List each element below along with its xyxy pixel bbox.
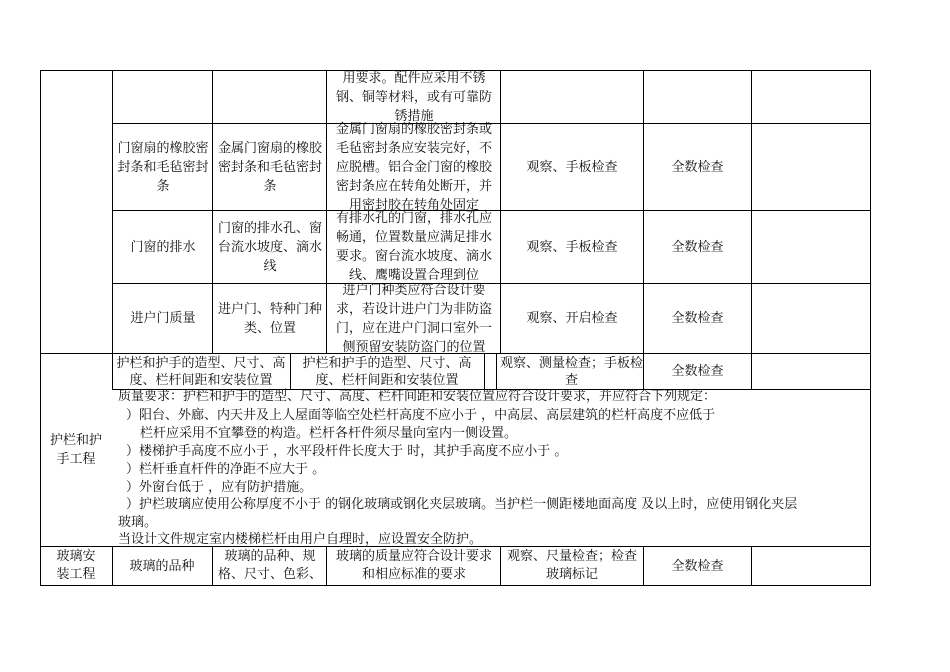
method-cell [500, 354, 643, 389]
requirement-cell [330, 71, 498, 123]
quantity-cell [644, 284, 751, 353]
col-divider [496, 353, 497, 390]
method-cell [501, 124, 643, 210]
requirement-cell [292, 354, 482, 389]
requirement-text: 金属门窗扇的橡胶密封条或毛毡密封条应安装完好，不应脱槽。铝合金门窗的橡胶密封条应在转角处断开，并用密封胶在转角处固定 [335, 121, 492, 213]
content-text: 玻璃的品种、规格、尺寸、色彩、 [217, 549, 322, 582]
requirement-cell [330, 211, 498, 283]
requirement-text: 用要求。配件应采用不锈钢、铜等材料，或有可靠防锈措施 [335, 70, 492, 124]
method-text: 观察、尺量检查；检查玻璃标记 [506, 549, 637, 582]
item-text: 门窗的排水 [130, 239, 196, 255]
requirement-text: 玻璃的质量应符合设计要求和相应标准的要求 [335, 549, 492, 582]
method-cell [501, 211, 643, 283]
quantity-cell [644, 354, 751, 389]
content-text: 金属门窗扇的橡胶密封条和毛毡密封条 [217, 140, 322, 194]
item-cell [116, 211, 210, 283]
category-text: 玻璃安装工程 [56, 549, 96, 582]
item-cell [114, 354, 288, 389]
item-text: 门窗扇的橡胶密封条和毛毡密封条 [117, 140, 209, 194]
content-cell [216, 124, 324, 210]
quantity-text: 全数检查 [671, 159, 724, 175]
col-divider [212, 546, 213, 585]
col-divider [112, 546, 113, 585]
col-divider [484, 353, 485, 390]
method-cell [501, 547, 643, 585]
col-divider [290, 353, 291, 390]
note-line: ）阳台、外廊、内天井及上人屋面等临空处栏杆高度不应小于 ，中高层、高层建筑的栏杆高度不应低于 [126, 408, 716, 423]
item-text: 玻璃的品种 [129, 558, 195, 574]
content-cell [216, 211, 324, 283]
col-divider [326, 546, 327, 585]
method-text: 观察、手板检查 [526, 239, 618, 255]
method-text: 观察、测量检查；手板检查 [500, 355, 644, 388]
requirement-text: 护栏和护手的造型、尺寸、高度、栏杆间距和安装位置 [302, 355, 472, 388]
quantity-text: 全数检查 [671, 311, 724, 326]
table-border-left [40, 70, 41, 585]
category-cell [42, 547, 110, 585]
note-line: 栏杆应采用不宜攀登的构造。栏杆各杆件须尽量向室内一侧设置。 [140, 426, 518, 441]
col-divider [751, 70, 752, 390]
content-cell [216, 284, 324, 353]
requirement-cell [330, 284, 498, 353]
item-cell [116, 284, 210, 353]
col-divider [326, 70, 327, 354]
note-line: ）楼梯护手高度不应小于 ，水平段杆件长度大于 时，其护手高度不应小于 。 [126, 444, 568, 459]
col-divider [751, 546, 752, 585]
note-line: 质量要求：护栏和护手的造型、尺寸、高度、栏杆间距和安装位置应符合设计要求，并应符合下列规定： [118, 389, 717, 404]
category-text: 护栏和护手工程 [50, 433, 103, 467]
content-text: 门窗的排水孔、窗台流水坡度、滴水线 [217, 220, 322, 274]
table-border-bottom [40, 585, 871, 586]
col-divider [112, 70, 113, 390]
note-line: ）栏杆垂直杆件的净距不应大于 。 [126, 462, 326, 477]
requirement-text: 进户门种类应符合设计要求，若设计进户门为非防盗门，应在进户门洞口室外一侧预留安装防盗门的位置 [335, 282, 492, 355]
table-border-right [870, 70, 871, 585]
category-cell [42, 354, 110, 546]
note-line: ）护栏玻璃应使用公称厚度不小于 的钢化玻璃或钢化夹层玻璃。当护栏一侧距楼地面高度 及以上时，应使用钢化夹层 [126, 497, 798, 512]
method-text: 观察、手板检查 [526, 159, 618, 175]
method-cell [501, 284, 643, 353]
item-cell [114, 547, 210, 585]
requirement-cell [330, 121, 498, 213]
item-text: 进户门质量 [130, 311, 196, 326]
requirement-cell [330, 547, 498, 585]
content-cell [216, 547, 324, 585]
quantity-text: 全数检查 [671, 239, 724, 255]
quantity-text: 全数检查 [671, 558, 724, 574]
item-text: 护栏和护手的造型、尺寸、高度、栏杆间距和安装位置 [116, 355, 286, 388]
quantity-text: 全数检查 [671, 364, 724, 379]
quantity-cell [644, 547, 751, 585]
note-line: 当设计文件规定室内楼梯栏杆由用户自理时，应设置安全防护。 [118, 532, 483, 547]
requirement-text: 有排水孔的门窗，排水孔应畅通，位置数量应满足排水要求。窗台流水坡度、滴水线、鹰嘴设置合理到位 [335, 211, 492, 283]
note-line: ）外窗台低于 ，应有防护措施。 [126, 480, 313, 495]
quantity-cell [644, 211, 751, 283]
method-text: 观察、开启检查 [526, 311, 618, 326]
item-cell [116, 124, 210, 210]
content-text: 进户门、特种门种类、位置 [217, 301, 322, 336]
note-line: 玻璃。 [118, 515, 158, 530]
col-divider [212, 70, 213, 354]
quantity-cell [644, 124, 751, 210]
